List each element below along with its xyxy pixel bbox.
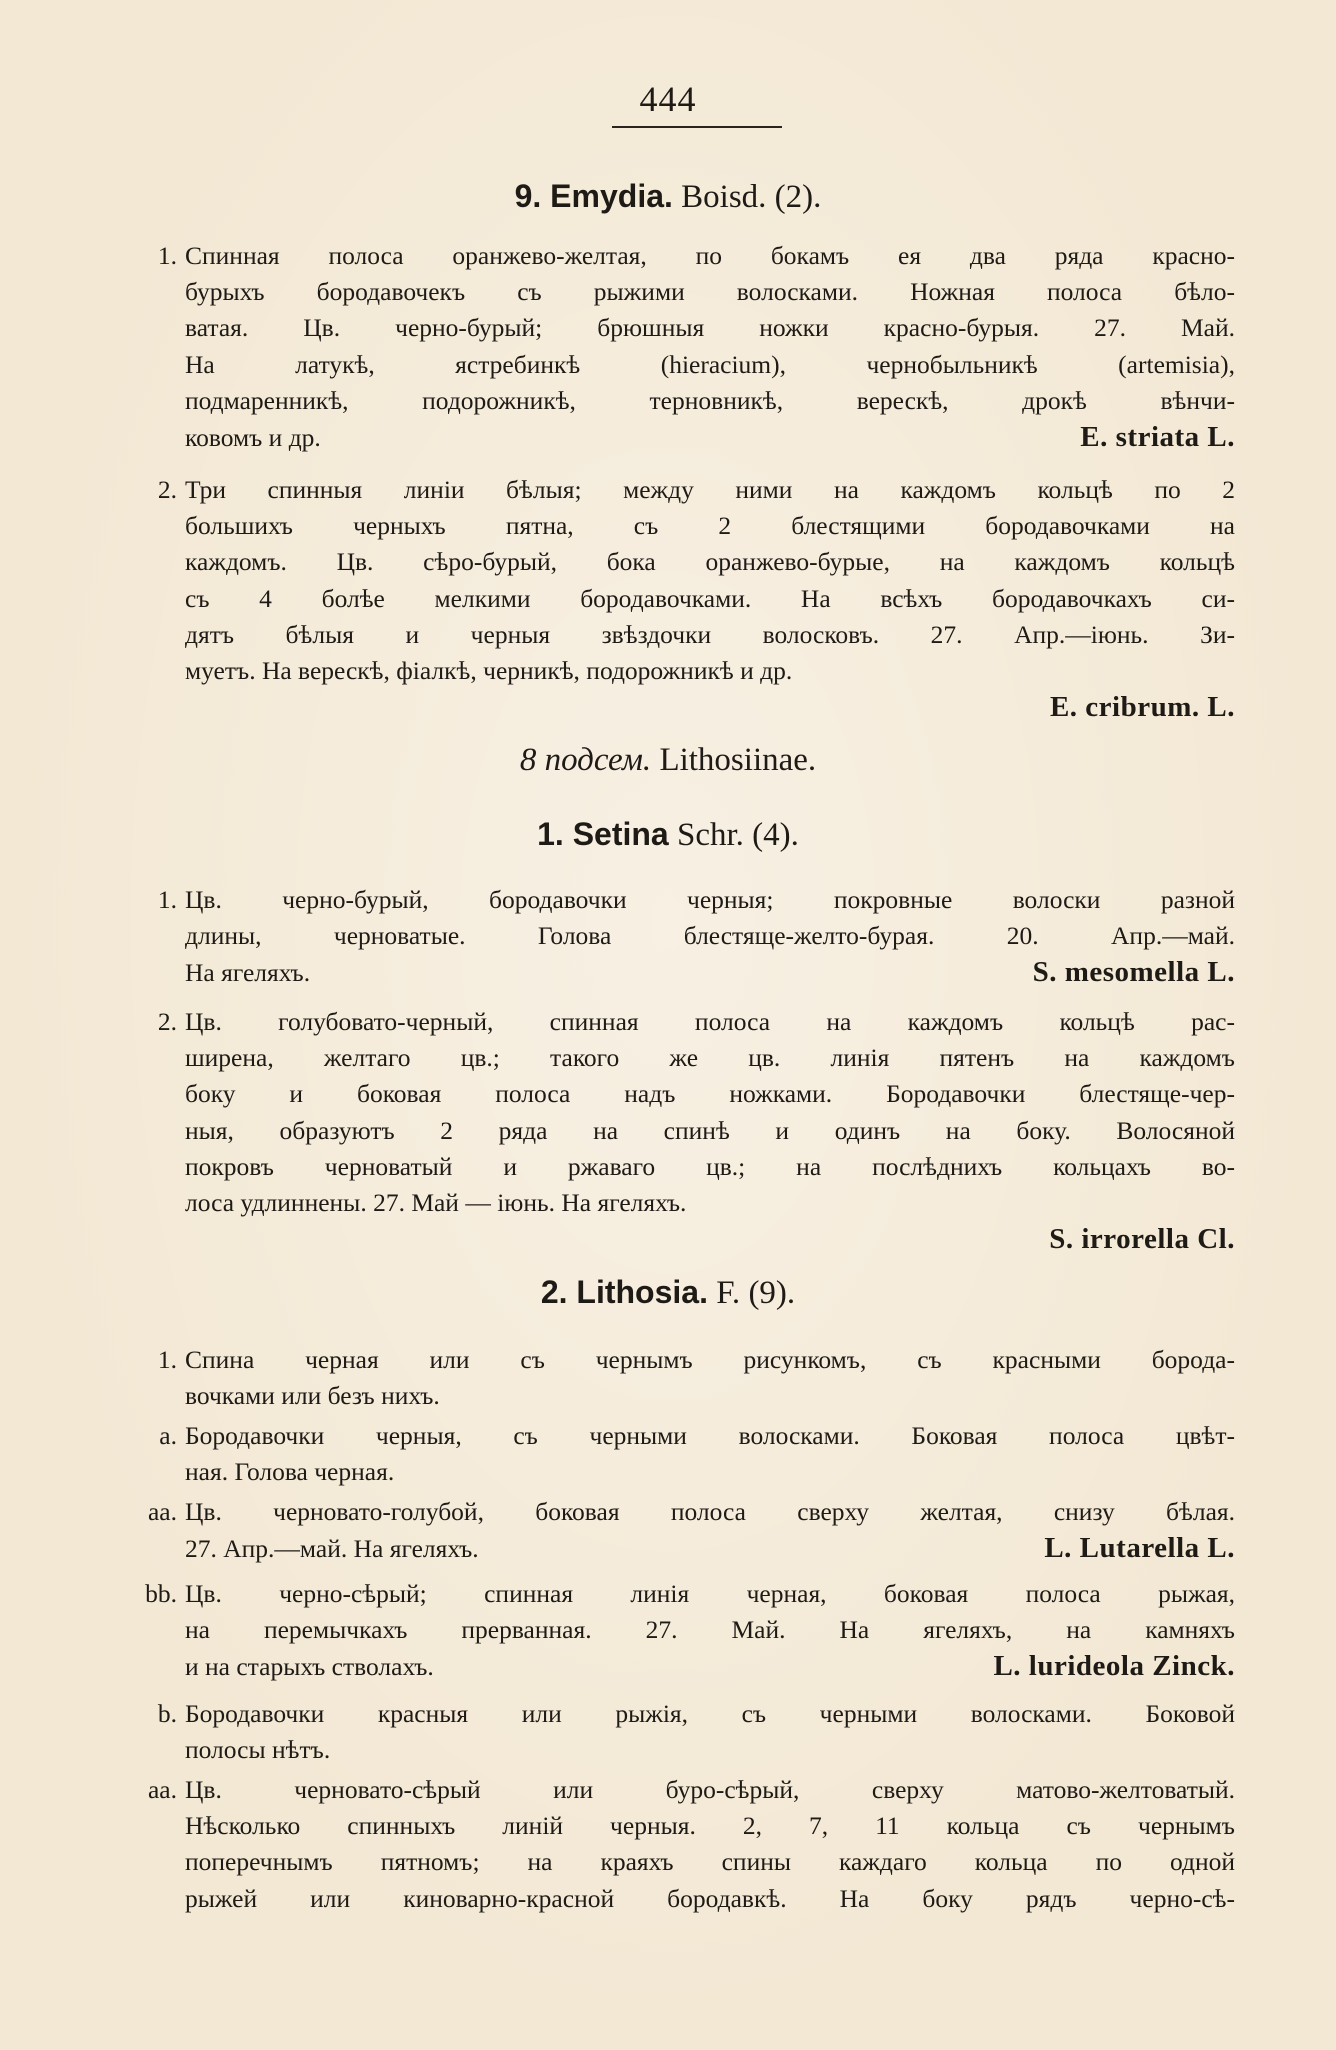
entry-number: aa. bbox=[147, 1497, 177, 1526]
text-line: Цв. черновато-сѣрый или буро-сѣрый, сверху матово-желтоватый. bbox=[185, 1775, 1235, 1804]
species-line bbox=[185, 1530, 1235, 1567]
text-line: ныя, образуютъ 2 ряда на спинѣ и одинъ на боку. Волосяной bbox=[185, 1115, 1235, 1145]
text-line: муетъ. На верескѣ, фіалкѣ, черникѣ, подорожникѣ и др. bbox=[185, 656, 793, 686]
text-line: Цв. голубовато-черный, спинная полоса на каждомъ кольцѣ рас- bbox=[185, 1007, 1235, 1036]
entry-number: b. bbox=[157, 1699, 177, 1728]
entry-number: 2. bbox=[157, 475, 177, 504]
entry-text bbox=[185, 1494, 1235, 1567]
genus-author: Boisd. bbox=[681, 179, 767, 215]
species-name: S. mesomella L. bbox=[1032, 956, 1235, 989]
text-line: ковомъ и др. bbox=[185, 423, 321, 453]
species-name: L. lurideola Zinck. bbox=[993, 1650, 1235, 1683]
text-line: ная. Голова черная. bbox=[185, 1457, 395, 1487]
entry-number: aa. bbox=[147, 1775, 177, 1804]
text-line: лоса удлиннены. 27. Май — іюнь. На ягеляхъ. bbox=[185, 1188, 687, 1218]
entry-text bbox=[185, 1576, 1235, 1686]
genus-heading-setina bbox=[0, 814, 1336, 855]
text-line: Спина черная или съ чернымъ рисункомъ, съ красными борода- bbox=[185, 1345, 1235, 1374]
genus-author: Schr. bbox=[676, 817, 744, 853]
genus-count: (9). bbox=[748, 1275, 796, 1311]
genus-name: 9. Emydia. bbox=[514, 178, 673, 214]
key-entry bbox=[145, 1576, 1235, 1686]
entry-number: a. bbox=[159, 1421, 177, 1450]
genus-heading-lithosia bbox=[0, 1272, 1336, 1313]
text-line: подмаренникѣ, подорожникѣ, терновникѣ, верескѣ, дрокѣ вѣнчи- bbox=[185, 385, 1235, 415]
species-name: E. cribrum. L. bbox=[1049, 691, 1235, 724]
page-number: 444 bbox=[639, 79, 697, 119]
text-line: ватая. Цв. черно-бурый; брюшныя ножки красно-бурыя. 27. Май. bbox=[185, 313, 1235, 343]
entry-text bbox=[185, 238, 1235, 456]
species-name: L. Lutarella L. bbox=[1044, 1532, 1235, 1565]
genus-name: 1. Setina bbox=[537, 816, 669, 852]
key-entry bbox=[157, 472, 1235, 726]
text-line: вочками или безъ нихъ. bbox=[185, 1381, 440, 1411]
entry-text bbox=[185, 1772, 1235, 1917]
entry-text bbox=[185, 1342, 1235, 1414]
text-line: покровъ черноватый и ржаваго цв.; на послѣднихъ кольцахъ во- bbox=[185, 1151, 1235, 1181]
species-line bbox=[185, 1221, 1235, 1258]
key-entry bbox=[147, 1494, 1235, 1567]
text-line: бурыхъ бородавочекъ съ рыжими волосками. Ножная полоса бѣло- bbox=[185, 277, 1235, 307]
key-entry bbox=[159, 1418, 1235, 1490]
text-line: рыжей или киноварно-красной бородавкѣ. На боку рядъ черно-сѣ- bbox=[185, 1883, 1235, 1913]
key-entry bbox=[157, 1342, 1235, 1414]
genus-count: (4). bbox=[752, 817, 799, 853]
key-entry bbox=[147, 1772, 1235, 1917]
text-line: На ягеляхъ. bbox=[185, 958, 311, 988]
genus-heading-emydia bbox=[0, 176, 1336, 217]
genus-name: 2. Lithosia. bbox=[540, 1274, 708, 1310]
entry-number: 1. bbox=[157, 1345, 177, 1374]
text-line: Цв. черно-бурый, бородавочки черныя; покровные волоски разной bbox=[185, 885, 1235, 914]
text-line: поперечнымъ пятномъ; на краяхъ спины каждаго кольца по одной bbox=[185, 1847, 1235, 1877]
species-line bbox=[185, 689, 1235, 726]
entry-text bbox=[185, 472, 1235, 726]
species-name: E. striata L. bbox=[1080, 421, 1235, 454]
text-line: большихъ черныхъ пятна, съ 2 блестящими бородавочками на bbox=[185, 511, 1235, 541]
text-line: Три спинныя линіи бѣлыя; между ними на каждомъ кольцѣ по 2 bbox=[185, 475, 1235, 504]
text-line: Нѣсколько спинныхъ линій черныя. 2, 7, 11 кольца съ чернымъ bbox=[185, 1811, 1235, 1841]
text-line: Бородавочки красныя или рыжія, съ черными волосками. Боковой bbox=[185, 1699, 1235, 1728]
text-line: Цв. черновато-голубой, боковая полоса сверху желтая, снизу бѣлая. bbox=[185, 1497, 1235, 1526]
subfamily-prefix: 8 подсем. bbox=[519, 742, 652, 778]
entry-number: 2. bbox=[157, 1007, 177, 1036]
text-line: Бородавочки черныя, съ черными волосками. Боковая полоса цвѣт- bbox=[185, 1421, 1235, 1450]
text-line: и на старыхъ стволахъ. bbox=[185, 1652, 434, 1682]
entry-number: bb. bbox=[145, 1579, 177, 1608]
entry-text bbox=[185, 1696, 1235, 1768]
species-name: S. irrorella Cl. bbox=[1049, 1223, 1235, 1256]
text-line: На латукѣ, ястребинкѣ (hieracium), чернобыльникѣ (artemisia), bbox=[185, 349, 1235, 379]
text-line: дятъ бѣлыя и черныя звѣздочки волосковъ. 27. Апр.—іюнь. Зи- bbox=[185, 619, 1235, 649]
text-line: на перемычкахъ прерванная. 27. Май. На ягеляхъ, на камняхъ bbox=[185, 1615, 1235, 1645]
entry-text bbox=[185, 882, 1235, 992]
subfamily-name: Lithosiinae. bbox=[659, 742, 817, 778]
text-line: длины, черноватые. Голова блестяще-желто-бурая. 20. Апр.—май. bbox=[185, 921, 1235, 951]
entry-number: 1. bbox=[157, 241, 177, 270]
key-entry bbox=[157, 882, 1235, 992]
text-line: боку и боковая полоса надъ ножками. Бородавочки блестяще-чер- bbox=[185, 1079, 1235, 1109]
entry-text bbox=[185, 1004, 1235, 1258]
text-line: Цв. черно-сѣрый; спинная линія черная, боковая полоса рыжая, bbox=[185, 1579, 1235, 1608]
genus-author: F. bbox=[716, 1275, 741, 1311]
genus-count: (2). bbox=[774, 179, 822, 215]
key-entry bbox=[157, 1004, 1235, 1258]
text-line: съ 4 болѣе мелкими бородавочками. На всѣхъ бородавочкахъ си- bbox=[185, 583, 1235, 613]
page-number-rule bbox=[612, 126, 782, 128]
text-line: Спинная полоса оранжево-желтая, по бокамъ ея два ряда красно- bbox=[185, 241, 1235, 270]
text-line: 27. Апр.—май. На ягеляхъ. bbox=[185, 1534, 479, 1564]
species-line bbox=[185, 954, 1235, 991]
key-entry bbox=[157, 238, 1235, 456]
text-line: ширена, желтаго цв.; такого же цв. линія пятенъ на каждомъ bbox=[185, 1043, 1235, 1073]
subfamily-heading bbox=[0, 740, 1336, 780]
text-line: полосы нѣтъ. bbox=[185, 1735, 331, 1765]
text-line: каждомъ. Цв. сѣро-бурый, бока оранжево-бурые, на каждомъ кольцѣ bbox=[185, 547, 1235, 577]
species-line bbox=[185, 1648, 1235, 1685]
entry-number: 1. bbox=[157, 885, 177, 914]
key-entry bbox=[157, 1696, 1235, 1768]
species-line bbox=[185, 419, 1235, 456]
entry-text bbox=[185, 1418, 1235, 1490]
